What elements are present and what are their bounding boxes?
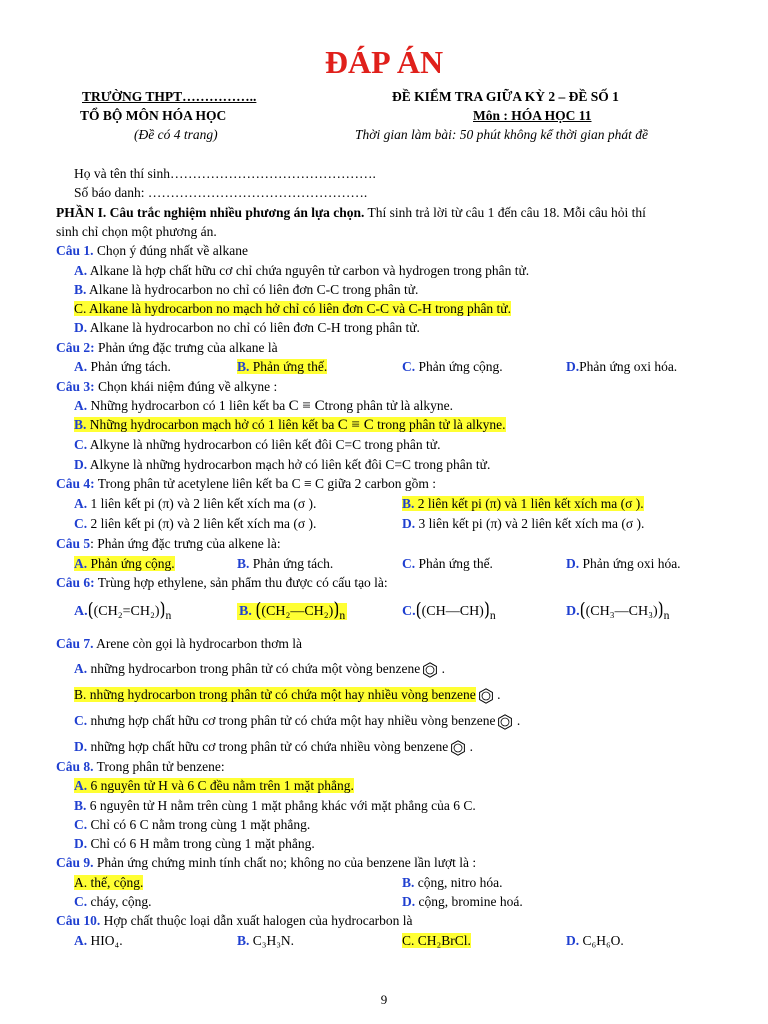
option-5a-correct	[74, 556, 175, 572]
answer-key-title: ĐÁP ÁN	[324, 44, 444, 80]
question-9	[56, 855, 476, 871]
option-4c	[74, 516, 316, 532]
option-text: Phản ứng cộng.	[418, 359, 503, 374]
question-label: Câu 5	[56, 536, 91, 551]
option-letter: A.	[74, 933, 88, 948]
option-letter: C.	[402, 604, 416, 619]
polymer-index: n	[339, 608, 346, 622]
option-letter: A.	[74, 604, 88, 619]
option-3d	[74, 457, 490, 473]
option-letter: B.	[237, 933, 250, 948]
option-6c	[402, 599, 496, 622]
triple-bond: C ≡ C	[291, 476, 325, 491]
option-9a-correct	[74, 875, 143, 891]
option-text: Phản ứng thế.	[252, 359, 328, 374]
option-2b-correct	[237, 359, 327, 375]
option-7b-correct: B. những hydrocarbon trong phân tử có chứa một hay nhiều vòng benzene .	[74, 687, 501, 702]
option-9c	[74, 894, 151, 910]
option-9b	[402, 875, 503, 891]
part1-instruction: Thí sinh trả lời từ câu 1 đến câu 18. Mỗi câu hỏi thí	[364, 205, 646, 220]
question-label: Câu 1.	[56, 243, 94, 258]
option-4d	[402, 516, 644, 532]
option-text: Alkane là hydrocarbon no chỉ có liên đơn C-C trong phân tử.	[89, 282, 419, 297]
highlighted-answer: C. Alkane là hydrocarbon no mạch hở chỉ có liên đơn C-C và C-H trong phân tử.	[74, 301, 512, 316]
highlighted-answer: A. thế, cộng.	[74, 875, 144, 890]
option-4a	[74, 496, 316, 512]
question-label: Câu 8.	[56, 759, 94, 774]
student-id-field: Số báo danh: ………………………………………….	[74, 185, 368, 200]
option-text: nhưng hợp chất hữu cơ trong phân tử có chứa một hay nhiều vòng benzene	[90, 713, 496, 728]
option-letter: A.	[74, 778, 88, 793]
option-text: 2 liên kết pi (π) và 1 liên kết xích ma (σ ).	[417, 496, 644, 511]
option-8a-correct	[74, 778, 354, 794]
option-letter: B.	[402, 875, 415, 890]
option-text: Phản ứng oxi hóa.	[582, 556, 681, 571]
option-7d: D. những hợp chất hữu cơ trong phân tử có chứa nhiều vòng benzene .	[74, 739, 473, 754]
question-text: Arene còn gọi là hydrocarbon thơm là	[93, 636, 302, 651]
question-7	[56, 636, 302, 652]
option-letter: A.	[74, 359, 88, 374]
benzene-ring-icon	[450, 740, 466, 756]
option-8c	[74, 817, 310, 833]
option-letter: C.	[74, 817, 88, 832]
question-label: Câu 7.	[56, 636, 94, 651]
polymer-bracket-right: ⟯	[657, 599, 664, 619]
polymer-index: n	[165, 608, 172, 622]
option-3c	[74, 437, 440, 453]
polymer-bracket-left: ⟮	[255, 599, 262, 619]
option-10c-correct	[402, 933, 471, 949]
question-2	[56, 340, 278, 356]
option-text: C₆H₆O.	[582, 933, 624, 948]
option-8d	[74, 836, 315, 852]
triple-bond: C ≡ C	[337, 417, 374, 433]
question-label: Câu 4:	[56, 476, 95, 491]
part1-instruction-cont: sinh chỉ chọn một phương án.	[56, 224, 217, 239]
polymer-bracket-right: ⟯	[159, 599, 166, 619]
option-10b	[237, 933, 294, 949]
polymer-formula: (CH₃—CH₃)	[585, 604, 658, 619]
question-5	[56, 536, 281, 552]
benzene-ring-icon	[478, 688, 494, 704]
option-letter: B.	[74, 282, 87, 297]
option-letter: D.	[566, 933, 580, 948]
option-letter: D.	[74, 739, 88, 754]
option-text: Phản ứng oxi hóa.	[579, 359, 678, 374]
option-letter: B.	[74, 417, 87, 432]
option-text: 6 nguyên tử H nằm trên cùng 1 mặt phẳng khác với mặt phẳng của 6 C.	[89, 798, 476, 813]
polymer-formula: (CH₂—CH₂)	[261, 604, 334, 619]
option-text: những hợp chất hữu cơ trong phân tử có chứa nhiều vòng benzene	[90, 739, 449, 754]
option-letter: C.	[402, 359, 416, 374]
question-text: Chọn ý đúng nhất về alkane	[93, 243, 248, 258]
benzene-ring-icon	[497, 714, 513, 730]
polymer-bracket-left: ⟮	[87, 599, 94, 619]
question-10	[56, 913, 413, 929]
polymer-bracket-right: ⟯	[483, 599, 490, 619]
option-text: cộng, bromine hoá.	[418, 894, 523, 909]
question-text: Trong phân tử benzene:	[93, 759, 225, 774]
polymer-bracket-left: ⟮	[415, 599, 422, 619]
option-5d	[566, 556, 681, 572]
option-text: C₃H₃N.	[252, 933, 295, 948]
question-label: Câu 2:	[56, 340, 95, 355]
option-letter: A.	[74, 556, 88, 571]
option-letter: A.	[74, 263, 88, 278]
option-text: Alkyne là những hydrocarbon có liên kết đôi C=C trong phân tử.	[89, 437, 441, 452]
question-label: Câu 6:	[56, 575, 95, 590]
question-label: Câu 3:	[56, 379, 95, 394]
highlighted-answer: C. CH₂BrCl.	[402, 933, 471, 948]
page-number: 9	[380, 992, 388, 1007]
option-4b-correct	[402, 496, 644, 512]
part1-heading: PHẦN I. Câu trắc nghiệm nhiều phương án lựa chọn.	[56, 205, 365, 220]
triple-bond: C ≡ C	[288, 398, 325, 414]
page-count: (Đề có 4 trang)	[134, 127, 218, 142]
time-allowed: Thời gian làm bài: 50 phút không kể thời gian phát đề	[355, 127, 649, 142]
option-letter: B.	[402, 496, 415, 511]
part1-heading-line	[56, 205, 646, 221]
option-text: Những hydrocarbon mạch hở có 1 liên kết ba	[89, 417, 338, 432]
option-1a	[74, 263, 529, 279]
option-text: cháy, cộng.	[90, 894, 152, 909]
question-6	[56, 575, 388, 591]
polymer-bracket-right: ⟯	[333, 599, 340, 619]
option-2c	[402, 359, 503, 375]
question-text: Phản ứng đặc trưng của alkane là	[94, 340, 278, 355]
question-text: Chọn khái niệm đúng về alkyne :	[94, 379, 278, 394]
option-text: cộng, nitro hóa.	[417, 875, 503, 890]
option-text: 3 liên kết pi (π) và 2 liên kết xích ma (σ ).	[418, 516, 645, 531]
option-2d	[566, 359, 677, 375]
option-letter: D.	[566, 604, 580, 619]
option-letter: B.	[74, 798, 87, 813]
option-letter: C.	[74, 437, 88, 452]
option-text: những hydrocarbon trong phân tử có chứa một vòng benzene	[90, 661, 421, 676]
question-1	[56, 243, 248, 259]
question-4	[56, 476, 436, 492]
option-3a	[74, 398, 453, 415]
option-letter: D.	[402, 516, 416, 531]
option-5c	[402, 556, 493, 572]
option-1b	[74, 282, 418, 298]
option-letter: A.	[74, 398, 88, 413]
option-text: Chỉ có 6 H mằm trong cùng 1 mặt phẳng.	[90, 836, 315, 851]
school-name: TRƯỜNG THPT……………..	[82, 89, 257, 104]
option-6a	[74, 599, 171, 622]
option-text: Phản ứng tách.	[90, 359, 171, 374]
polymer-index: n	[489, 608, 496, 622]
option-letter: A.	[74, 661, 88, 676]
question-text: Trùng hợp ethylene, sản phẩm thu được có cấu tạo là:	[94, 575, 388, 590]
option-text: trong phân tử là alkyne.	[324, 398, 454, 413]
option-text: Alkyne là những hydrocarbon mạch hở có liên kết đôi C=C trong phân tử.	[89, 457, 491, 472]
option-letter: D.	[74, 457, 88, 472]
option-8b	[74, 798, 476, 814]
option-letter: B.	[237, 359, 250, 374]
question-label: Câu 9.	[56, 855, 94, 870]
option-letter: C.	[74, 516, 88, 531]
option-letter: D.	[566, 556, 580, 571]
option-letter: A.	[74, 496, 88, 511]
option-text: Alkane là hydrocarbon no chỉ có liên đơn C-H trong phân tử.	[89, 320, 420, 335]
option-5b	[237, 556, 333, 572]
option-7a: A. những hydrocarbon trong phân tử có chứa một vòng benzene .	[74, 661, 445, 676]
option-text: Phản ứng cộng.	[90, 556, 175, 571]
option-letter: B.	[239, 604, 252, 619]
question-label: Câu 10.	[56, 913, 101, 928]
polymer-bracket-left: ⟮	[579, 599, 586, 619]
option-letter: D.	[74, 320, 88, 335]
question-3	[56, 379, 277, 395]
question-8	[56, 759, 225, 775]
department-name: TỔ BỘ MÔN HÓA HỌC	[80, 108, 227, 123]
option-letter: B.	[237, 556, 250, 571]
option-letter: D.	[74, 836, 88, 851]
student-name-field: Họ và tên thí sinh……………………………………….	[74, 166, 376, 181]
option-7c: C. nhưng hợp chất hữu cơ trong phân tử có chứa một hay nhiều vòng benzene .	[74, 713, 521, 728]
option-text: Alkane là hợp chất hữu cơ chỉ chứa nguyên tử carbon và hydrogen trong phân tử.	[89, 263, 530, 278]
option-letter: C.	[402, 556, 416, 571]
option-letter: D.	[402, 894, 416, 909]
option-6b-correct	[237, 599, 347, 622]
option-text: 1 liên kết pi (π) và 2 liên kết xích ma (σ ).	[90, 496, 317, 511]
subject-name: Môn : HÓA HỌC 11	[473, 108, 592, 123]
option-1d	[74, 320, 420, 336]
option-6d	[566, 599, 669, 622]
highlighted-answer: B. những hydrocarbon trong phân tử có chứa một hay nhiều vòng benzene	[74, 687, 476, 702]
option-text: trong phân tử là alkyne.	[373, 417, 506, 432]
question-text: giữa 2 carbon gồm :	[324, 476, 436, 491]
option-10a	[74, 933, 123, 949]
question-text: Hợp chất thuộc loại dẫn xuất halogen của hydrocarbon là	[100, 913, 413, 928]
option-letter: C.	[74, 713, 88, 728]
option-2a	[74, 359, 171, 375]
option-text: Chỉ có 6 C nằm trong cùng 1 mặt phẳng.	[90, 817, 311, 832]
option-10d	[566, 933, 624, 949]
option-text: Phản ứng thế.	[418, 556, 493, 571]
polymer-index: n	[663, 608, 670, 622]
option-text: Những hydrocarbon có 1 liên kết ba	[90, 398, 289, 413]
question-text: Trong phân tử acetylene liên kết ba	[94, 476, 292, 491]
option-text: 6 nguyên tử H và 6 C đều nằm trên 1 mặt phẳng.	[90, 778, 354, 793]
question-text: Phản ứng chứng minh tính chất no; không no của benzene lần lượt là :	[93, 855, 477, 870]
option-text: Phản ứng tách.	[252, 556, 334, 571]
question-text: : Phản ứng đặc trưng của alkene là:	[90, 536, 281, 551]
option-text: 2 liên kết pi (π) và 2 liên kết xích ma (σ ).	[90, 516, 317, 531]
polymer-formula: (CH₂=CH₂)	[93, 604, 160, 619]
option-9d	[402, 894, 523, 910]
polymer-formula: (CH—CH)	[421, 604, 484, 619]
benzene-ring-icon	[422, 662, 438, 678]
option-letter: D.	[566, 359, 580, 374]
option-letter: C.	[74, 894, 88, 909]
option-text: HIO₄.	[90, 933, 123, 948]
option-3b-correct	[74, 417, 506, 434]
exam-title: ĐỀ KIỂM TRA GIỮA KỲ 2 – ĐỀ SỐ 1	[392, 89, 619, 104]
option-1c-correct	[74, 301, 511, 317]
